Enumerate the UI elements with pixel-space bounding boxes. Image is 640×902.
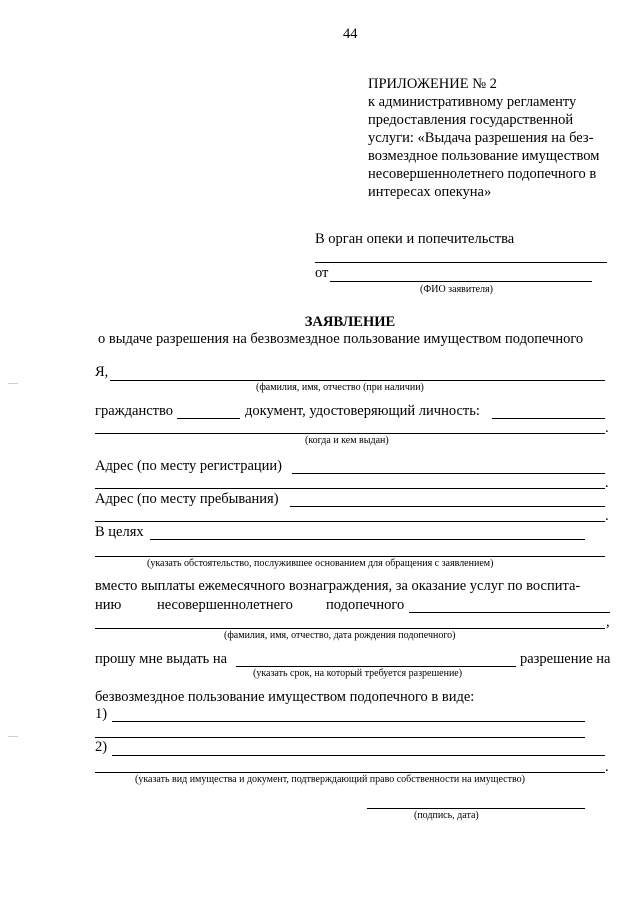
document-subtitle: о выдаче разрешения на безвозмездное пользование имуществом подопечного — [98, 331, 584, 347]
ward-blank-2[interactable] — [95, 628, 605, 629]
id-document-label: документ, удостоверяющий личность: — [245, 403, 480, 419]
margin-mark — [8, 736, 18, 737]
ward-blank[interactable] — [409, 612, 610, 613]
appendix-line: интересах опекуна» — [368, 184, 492, 200]
applicant-name-blank[interactable] — [110, 380, 605, 381]
registration-address-label: Адрес (по месту регистрации) — [95, 458, 282, 474]
stay-address-blank[interactable] — [290, 506, 605, 507]
from-blank[interactable] — [330, 281, 592, 282]
appendix-line: предоставления государственной — [368, 112, 574, 128]
stay-address-label: Адрес (по месту пребывания) — [95, 491, 279, 507]
term-blank[interactable] — [236, 666, 516, 667]
page-number: 44 — [343, 26, 358, 42]
citizenship-label: гражданство — [95, 403, 173, 419]
period: . — [605, 508, 609, 524]
instead-word: нию — [95, 597, 122, 613]
comma: , — [606, 614, 610, 630]
citizenship-blank[interactable] — [177, 418, 240, 419]
ya-label: Я, — [95, 364, 109, 380]
appendix-title: ПРИЛОЖЕНИЕ № 2 — [368, 76, 497, 92]
appendix-line: возмездное пользование имуществом — [368, 148, 600, 164]
appendix-line: услуги: «Выдача разрешения на без- — [368, 130, 594, 146]
purpose-caption: (указать обстоятельство, послужившее основанием для обращения с заявлением) — [147, 558, 494, 569]
registration-address-blank[interactable] — [292, 473, 605, 474]
purpose-label: В целях — [95, 524, 144, 540]
property-text: безвозмездное пользование имуществом подопечного в виде: — [95, 689, 475, 705]
signature-blank[interactable] — [367, 808, 585, 809]
term-caption: (указать срок, на который требуется разрешение) — [253, 668, 463, 679]
id-document-blank-2[interactable] — [95, 433, 605, 434]
item-number: 1) — [95, 706, 108, 722]
request-label: прошу мне выдать на — [95, 651, 228, 667]
property-item-2-blank[interactable] — [112, 755, 605, 756]
period: . — [605, 420, 609, 436]
document-title: ЗАЯВЛЕНИЕ — [304, 314, 396, 330]
property-item-1-blank-2[interactable] — [95, 737, 585, 738]
registration-address-blank-2[interactable] — [95, 488, 605, 489]
property-item-2-blank-2[interactable] — [95, 772, 605, 773]
addressee-blank[interactable] — [315, 262, 607, 263]
appendix-line: несовершеннолетнего подопечного в — [368, 166, 597, 182]
instead-text: вместо выплаты ежемесячного вознаграждения, за оказание услуг по воспита- — [95, 578, 581, 594]
period: . — [605, 475, 609, 491]
instead-word: несовершеннолетнего — [157, 597, 293, 613]
property-item-1-blank[interactable] — [112, 721, 585, 722]
purpose-blank-2[interactable] — [95, 556, 605, 557]
item-number: 2) — [95, 739, 108, 755]
purpose-blank[interactable] — [150, 539, 585, 540]
period: . — [605, 759, 609, 775]
from-label: от — [315, 265, 329, 281]
issued-caption: (когда и кем выдан) — [305, 435, 389, 446]
id-document-blank[interactable] — [492, 418, 605, 419]
applicant-name-caption: (фамилия, имя, отчество (при наличии) — [256, 382, 424, 393]
ward-caption: (фамилия, имя, отчество, дата рождения подопечного) — [224, 630, 456, 641]
addressee-to: В орган опеки и попечительства — [315, 231, 515, 247]
permission-label: разрешение на — [520, 651, 611, 667]
signature-caption: (подпись, дата) — [414, 810, 479, 821]
from-caption: (ФИО заявителя) — [420, 284, 493, 295]
appendix-line: к административному регламенту — [368, 94, 577, 110]
margin-mark — [8, 383, 18, 384]
instead-word: подопечного — [326, 597, 405, 613]
stay-address-blank-2[interactable] — [95, 521, 605, 522]
property-caption: (указать вид имущества и документ, подтверждающий право собственности на имущество) — [135, 774, 525, 785]
